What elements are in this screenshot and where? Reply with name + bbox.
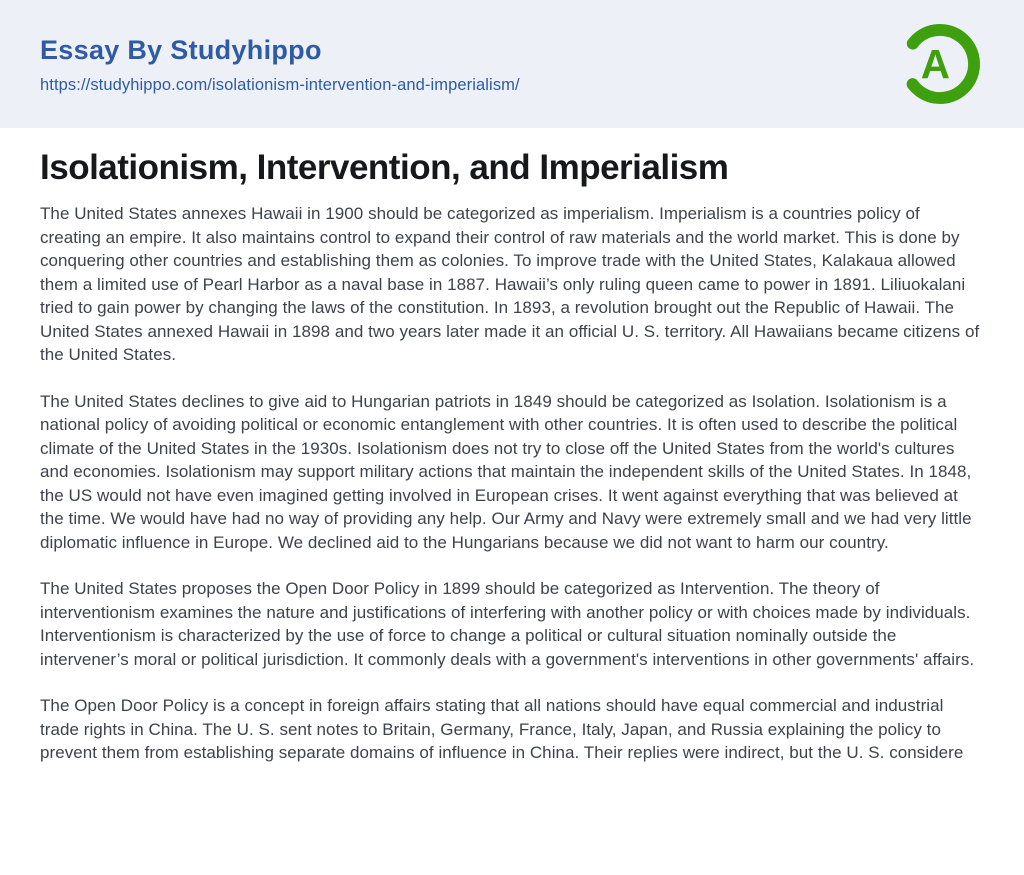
essay-url-link[interactable]: https://studyhippo.com/isolationism-intervention-and-imperialism/ <box>40 76 520 94</box>
essay-paragraph-2: The United States declines to give aid to Hungarian patriots in 1849 should be categorized as Isolation. Isolationism is a national policy of avoiding political or economic entanglement with other countries. It is often used to describe the political climate of the United States in the 1930s. Isolationism does not try to close off the United States from the world's cultures and economies. Isolationism may support military actions that maintain the independent skills of the United States. In 1848, the US would not have even imagined getting involved in European crises. It went against everything that was believed at the time. We would have had no way of providing any help. Our Army and Navy were extremely small and we had very little diplomatic influence in Europe. We declined aid to the Hungarians because we did not want to harm our country. <box>40 391 972 552</box>
studyhippo-logo[interactable] <box>894 18 986 110</box>
page-header <box>0 0 1024 128</box>
essay-paragraph-1: The United States annexes Hawaii in 1900 should be categorized as imperialism. Imperialism is a countries policy of creating an empire. It also maintains control to expand their control of raw materials and the world market. This is done by conquering other countries and establishing them as colonies. To improve trade with the United States, Kalakaua allowed them a limited use of Pearl Harbor as a naval base in 1887. Hawaii’s only ruling queen came to power in 1891. Liliuokalani tried to gain power by changing the laws of the constitution. In 1893, a revolution brought out the Republic of Hawaii. The United States annexed Hawaii in 1898 and two years later made it an official U. S. territory. All Hawaiians became citizens of the United States. <box>40 204 980 364</box>
header-text-block <box>40 33 520 95</box>
site-title: Essay By Studyhippo <box>40 35 322 65</box>
essay-paragraph-3: The United States proposes the Open Door Policy in 1899 should be categorized as Intervention. The theory of interventionism examines the nature and justifications of interfering with another policy or with choices made by individuals. Interventionism is characterized by the use of force to change a political or cultural situation nominally outside the intervener’s moral or political jurisdiction. It commonly deals with a government's interventions in other governments' affairs. <box>40 579 975 669</box>
essay-title: Isolationism, Intervention, and Imperialism <box>40 148 729 187</box>
logo-letter: A <box>920 40 951 87</box>
open-ring-logo-icon <box>894 18 986 110</box>
essay-paragraph-4: The Open Door Policy is a concept in foreign affairs stating that all nations should have equal commercial and industrial trade rights in China. The U. S. sent notes to Britain, Germany, France, Italy, Japan, and Russia explaining the policy to prevent them from establishing separate domains of influence in China. Their replies were indirect, but the U. S. considere <box>40 696 964 762</box>
essay-content <box>0 147 1024 765</box>
